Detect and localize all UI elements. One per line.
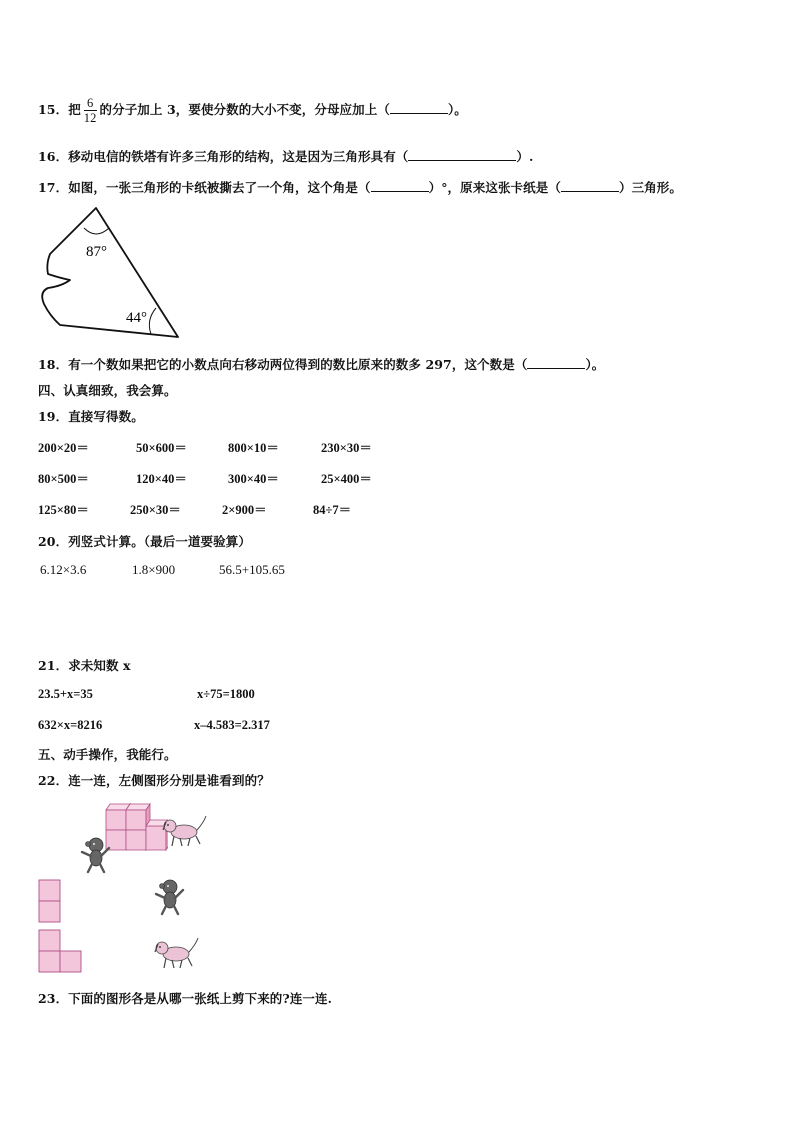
q19-r3c4: 84÷7＝	[313, 503, 352, 517]
q21-eq-2: x÷75=1800	[197, 687, 255, 701]
q20-title: 20．列竖式计算。（最后一道要验算）	[38, 534, 251, 549]
q17-blank-type[interactable]	[561, 179, 619, 192]
monkey-icon	[78, 836, 114, 874]
q23-title: 23．下面的图形各是从哪一张纸上剪下来的?连一连.	[38, 991, 333, 1006]
q17-text-b: ）°，原来这张卡纸是（	[428, 180, 561, 195]
q15-end: ）。	[447, 102, 467, 117]
q19-r2c4: 25×400＝	[321, 472, 372, 486]
q15-denominator: 12	[83, 111, 97, 125]
q17-blank-angle[interactable]	[371, 179, 429, 192]
q21-title: 21．求未知数 x	[38, 658, 131, 673]
q15-prefix: 15．把	[38, 102, 81, 117]
q15-line	[38, 96, 467, 125]
q22-title: 22．连一连，左侧图形分别是谁看到的？	[38, 773, 270, 788]
q17-text-a: 17．如图，一张三角形的卡纸被撕去了一个角，这个角是（	[38, 180, 371, 195]
q17-line	[38, 178, 682, 196]
view-2-figure	[38, 929, 84, 973]
q16-blank[interactable]	[408, 148, 516, 161]
q20-item-3: 56.5+105.65	[219, 562, 285, 577]
q15-text: 的分子加上 3，要使分数的大小不变，分母应加上（	[99, 102, 390, 117]
q21-eq-4: x–4.583=2.317	[194, 718, 270, 732]
q16-text: 16．移动电信的铁塔有许多三角形的结构，这是因为三角形具有（	[38, 149, 409, 164]
dog-icon-2	[152, 936, 200, 972]
q16-end: ）.	[516, 149, 534, 164]
q20-item-2: 1.8×900	[132, 562, 176, 577]
q18-text: 18．有一个数如果把它的小数点向右移动两位得到的数比原来的数多 297，这个数是（	[38, 357, 528, 372]
q20-item-1: 6.12×3.6	[40, 562, 87, 577]
q19-r2c2: 120×40＝	[136, 472, 187, 486]
q18-line	[38, 355, 604, 373]
q18-end: ）。	[585, 357, 605, 372]
q19-r1c3: 800×10＝	[228, 441, 279, 455]
q19-r3c3: 2×900＝	[222, 503, 267, 517]
q19-r2c1: 80×500＝	[38, 472, 89, 486]
q17-end: ）三角形。	[618, 180, 682, 195]
q15-numerator: 6	[84, 96, 97, 111]
section-4-heading: 四、认真细致，我会算。	[38, 383, 177, 398]
q15-blank[interactable]	[390, 101, 448, 114]
q21-eq-1: 23.5+x=35	[38, 687, 93, 701]
q19-r2c3: 300×40＝	[228, 472, 279, 486]
angle-87-label: 87°	[86, 244, 107, 260]
angle-44-label: 44°	[126, 310, 147, 326]
view-1-figure	[38, 879, 62, 923]
monkey-icon-2	[152, 878, 188, 916]
q18-blank[interactable]	[527, 356, 585, 369]
q19-r3c2: 250×30＝	[130, 503, 181, 517]
q15-fraction	[84, 96, 97, 125]
q19-r1c2: 50×600＝	[136, 441, 187, 455]
q19-r1c4: 230×30＝	[321, 441, 372, 455]
q19-r1c1: 200×20＝	[38, 441, 89, 455]
q21-eq-3: 632×x=8216	[38, 718, 103, 732]
q19-title: 19．直接写得数。	[38, 409, 144, 424]
dog-icon	[160, 814, 208, 850]
torn-triangle-figure	[34, 204, 194, 344]
q19-r3c1: 125×80＝	[38, 503, 89, 517]
section-5-heading: 五、动手操作，我能行。	[38, 747, 177, 762]
q16-line	[38, 147, 533, 165]
